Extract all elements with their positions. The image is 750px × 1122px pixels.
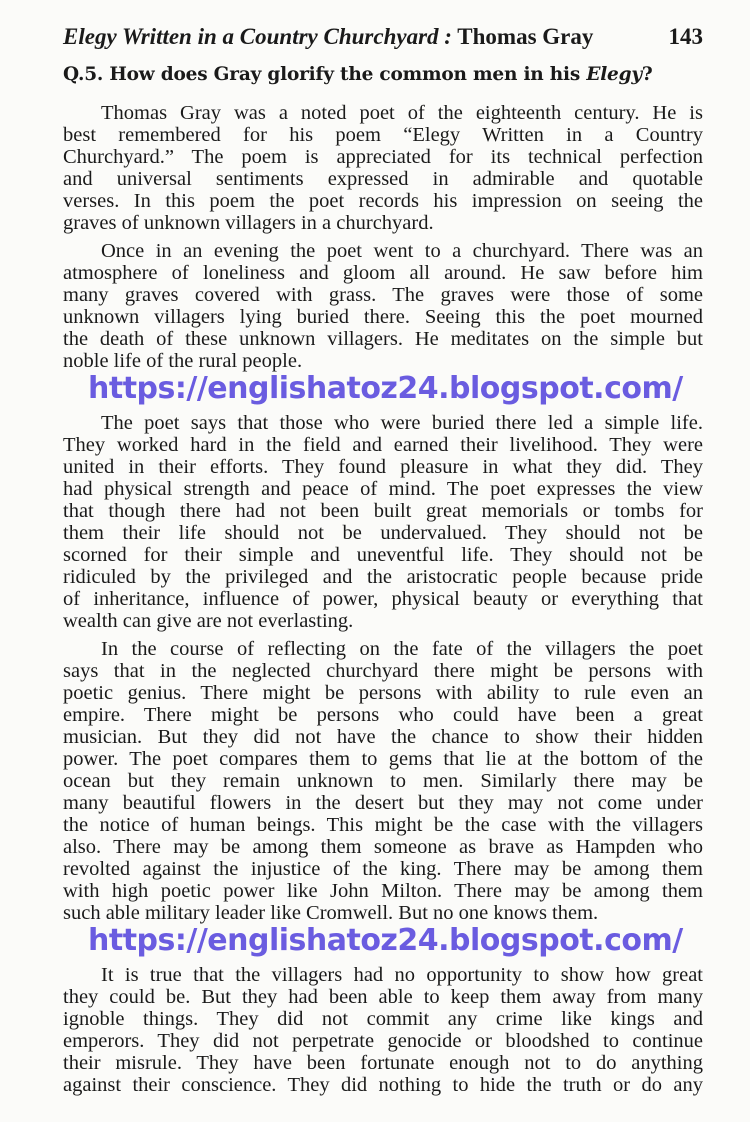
text-line: them their life should not be undervalued. They should not be	[63, 522, 703, 544]
header-title: Elegy Written in a Country Churchyard :	[63, 24, 452, 49]
text-line: Churchyard.” The poem is appreciated for its technical perfection	[63, 146, 703, 168]
text-line: empire. There might be persons who could have been a great	[63, 704, 703, 726]
text-line: ocean but they remain unknown to men. Similarly there may be	[63, 770, 703, 792]
text-line: noble life of the rural people.	[63, 350, 303, 372]
text-line: of inheritance, influence of power, physical beauty or everything that	[63, 588, 703, 610]
paragraph	[63, 240, 703, 372]
text-line: they could be. But they had been able to keep them away from many	[63, 986, 703, 1008]
text-line: musician. But they did not have the chance to show their hidden	[63, 726, 703, 748]
text-line: best remembered for his poem “Elegy Written in a Country	[63, 124, 703, 146]
text-line: poetic genius. There might be persons with ability to rule even an	[63, 682, 703, 704]
text-line: ignoble things. They did not commit any crime like kings and	[63, 1008, 703, 1030]
text-line: unknown villagers lying buried there. Seeing this the poet mourned	[63, 306, 703, 328]
running-header	[63, 24, 703, 50]
question-italic: Elegy	[586, 64, 642, 85]
text-line: Thomas Gray was a noted poet of the eighteenth century. He is	[101, 102, 703, 124]
paragraph	[63, 638, 703, 924]
text-line: united in their efforts. They found pleasure in what they did. They	[63, 456, 703, 478]
text-line: power. The poet compares them to gems that lie at the bottom of the	[63, 748, 703, 770]
text-line: says that in the neglected churchyard there might be persons with	[63, 660, 703, 682]
text-line: atmosphere of loneliness and gloom all around. He saw before him	[63, 262, 703, 284]
text-line: had physical strength and peace of mind. The poet expresses the view	[63, 478, 703, 500]
text-line: and universal sentiments expressed in admirable and quotable	[63, 168, 703, 190]
text-line: Once in an evening the poet went to a churchyard. There was an	[101, 240, 703, 262]
text-line: many graves covered with grass. The graves were those of some	[63, 284, 703, 306]
text-line: emperors. They did not perpetrate genocide or bloodshed to continue	[63, 1030, 703, 1052]
text-line: their misrule. They have been fortunate enough not to do anything	[63, 1052, 703, 1074]
text-line: ridiculed by the privileged and the aristocratic people because pride	[63, 566, 703, 588]
text-line: against their conscience. They did nothing to hide the truth or do any	[63, 1074, 703, 1096]
page-number: 143	[668, 24, 703, 49]
question-end: ?	[641, 64, 653, 85]
text-line: In the course of reflecting on the fate of the villagers the poet	[101, 638, 703, 660]
text-line: the notice of human beings. This might be the case with the villagers	[63, 814, 703, 836]
text-line: many beautiful flowers in the desert but they may not come under	[63, 792, 703, 814]
body-text	[63, 96, 703, 1096]
text-line: They worked hard in the field and earned their livelihood. They were	[63, 434, 703, 456]
text-line: also. There may be among them someone as brave as Hampden who	[63, 836, 703, 858]
text-line: It is true that the villagers had no opportunity to show how great	[101, 964, 703, 986]
header-author: Thomas Gray	[457, 24, 594, 49]
watermark-url: https://englishatoz24.blogspot.com/	[88, 371, 683, 406]
text-line: with high poetic power like John Milton. There may be among them	[63, 880, 703, 902]
text-line: wealth can give are not everlasting.	[63, 610, 354, 632]
paragraph	[63, 102, 703, 234]
text-line: that though there had not been built great memorials or tombs for	[63, 500, 703, 522]
text-line: scorned for their simple and uneventful life. They should not be	[63, 544, 703, 566]
question-heading	[63, 64, 653, 85]
text-line: verses. In this poem the poet records his impression on seeing the	[63, 190, 703, 212]
text-line: revolted against the injustice of the king. There may be among them	[63, 858, 703, 880]
paragraph	[63, 412, 703, 632]
watermark-url: https://englishatoz24.blogspot.com/	[88, 923, 683, 958]
text-line: The poet says that those who were buried there led a simple life.	[101, 412, 703, 434]
text-line: the death of these unknown villagers. He meditates on the simple but	[63, 328, 703, 350]
question-text: Q.5. How does Gray glorify the common men in his	[63, 64, 587, 85]
text-line: graves of unknown villagers in a churchyard.	[63, 212, 434, 234]
paragraph	[63, 964, 703, 1096]
text-line: such able military leader like Cromwell. But no one knows them.	[63, 902, 599, 924]
